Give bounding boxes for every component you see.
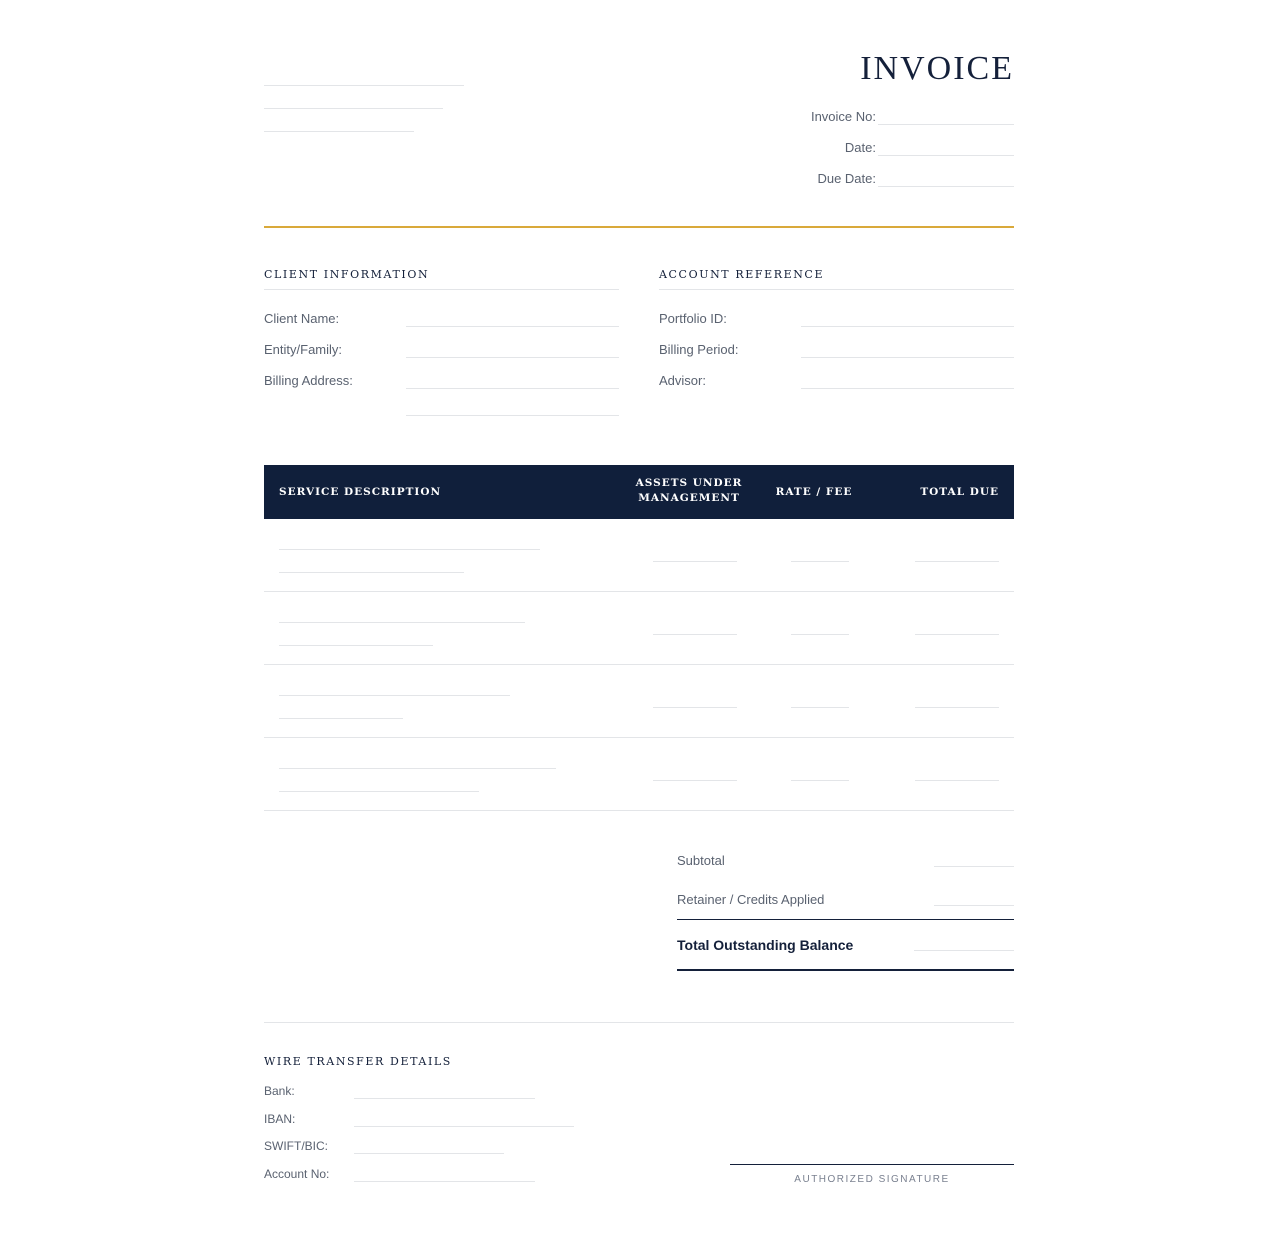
signature-line[interactable] [730,1164,1014,1165]
row-1-total-field[interactable] [915,561,999,562]
totals-bottom-rule [677,969,1014,971]
credits-label: Retainer / Credits Applied [677,892,825,907]
due-date-label: Due Date: [817,171,876,186]
sender-line-1[interactable] [264,85,464,86]
entity-family-label: Entity/Family: [264,342,343,357]
iban-label: IBAN: [264,1112,296,1126]
account-no-label: Account No: [264,1167,330,1181]
billing-address-field-2[interactable] [406,415,619,416]
totals-separator [677,919,1014,920]
date-label: Date: [844,140,876,155]
account-ref-heading: ACCOUNT REFERENCE [659,268,825,281]
total-balance-label: Total Outstanding Balance [677,937,854,953]
col-service-description: SERVICE DESCRIPTION [279,486,442,498]
row-4-total-field[interactable] [915,780,999,781]
client-name-field[interactable] [406,326,619,327]
client-info-rule [264,289,619,290]
row-2-rate-field[interactable] [791,634,849,635]
row-3-aum-field[interactable] [653,707,737,708]
client-info-heading: CLIENT INFORMATION [264,268,430,281]
row-3-total-field[interactable] [915,707,999,708]
invoice-no-label: Invoice No: [810,109,876,124]
row-3-description-line-2[interactable] [279,718,403,719]
row-2-aum-field[interactable] [653,634,737,635]
sender-line-2[interactable] [264,108,443,109]
bank-field[interactable] [354,1098,535,1099]
swift-label: SWIFT/BIC: [264,1139,328,1153]
row-2-description-line-1[interactable] [279,622,525,623]
row-4-divider [264,810,1014,811]
subtotal-field[interactable] [934,866,1014,867]
header-divider [264,226,1014,228]
row-4-aum-field[interactable] [653,780,737,781]
row-1-divider [264,591,1014,592]
row-1-rate-field[interactable] [791,561,849,562]
row-3-rate-field[interactable] [791,707,849,708]
portfolio-id-label: Portfolio ID: [659,311,727,326]
col-total-due: TOTAL DUE [920,486,999,498]
row-4-description-line-2[interactable] [279,791,479,792]
billing-address-field-1[interactable] [406,388,619,389]
billing-period-field[interactable] [801,357,1014,358]
row-3-description-line-1[interactable] [279,695,510,696]
services-table-header [264,465,1014,519]
signature-label: AUTHORIZED SIGNATURE [794,1174,950,1185]
portfolio-id-field[interactable] [801,326,1014,327]
date-field[interactable] [878,155,1014,156]
advisor-field[interactable] [801,388,1014,389]
col-rate-fee: RATE / FEE [775,486,853,498]
total-balance-field[interactable] [914,950,1014,951]
row-2-description-line-2[interactable] [279,645,433,646]
account-no-field[interactable] [354,1181,535,1182]
row-2-divider [264,664,1014,665]
billing-address-label: Billing Address: [264,373,353,388]
billing-period-label: Billing Period: [659,342,739,357]
wire-heading: WIRE TRANSFER DETAILS [264,1055,452,1068]
client-name-label: Client Name: [264,311,340,326]
row-3-divider [264,737,1014,738]
account-ref-rule [659,289,1014,290]
bank-label: Bank: [264,1084,295,1098]
due-date-field[interactable] [878,186,1014,187]
invoice-no-field[interactable] [878,124,1014,125]
advisor-label: Advisor: [659,373,706,388]
swift-field[interactable] [354,1153,504,1154]
entity-family-field[interactable] [406,357,619,358]
sender-line-3[interactable] [264,131,414,132]
row-1-aum-field[interactable] [653,561,737,562]
row-1-description-line-1[interactable] [279,549,540,550]
invoice-title: INVOICE [860,50,1014,87]
row-2-total-field[interactable] [915,634,999,635]
row-1-description-line-2[interactable] [279,572,464,573]
row-4-description-line-1[interactable] [279,768,556,769]
col-assets-under-management: ASSETS UNDER MANAGEMENT [635,477,743,504]
subtotal-label: Subtotal [677,853,725,868]
row-4-rate-field[interactable] [791,780,849,781]
credits-field[interactable] [934,905,1014,906]
footer-divider [264,1022,1014,1023]
iban-field[interactable] [354,1126,574,1127]
